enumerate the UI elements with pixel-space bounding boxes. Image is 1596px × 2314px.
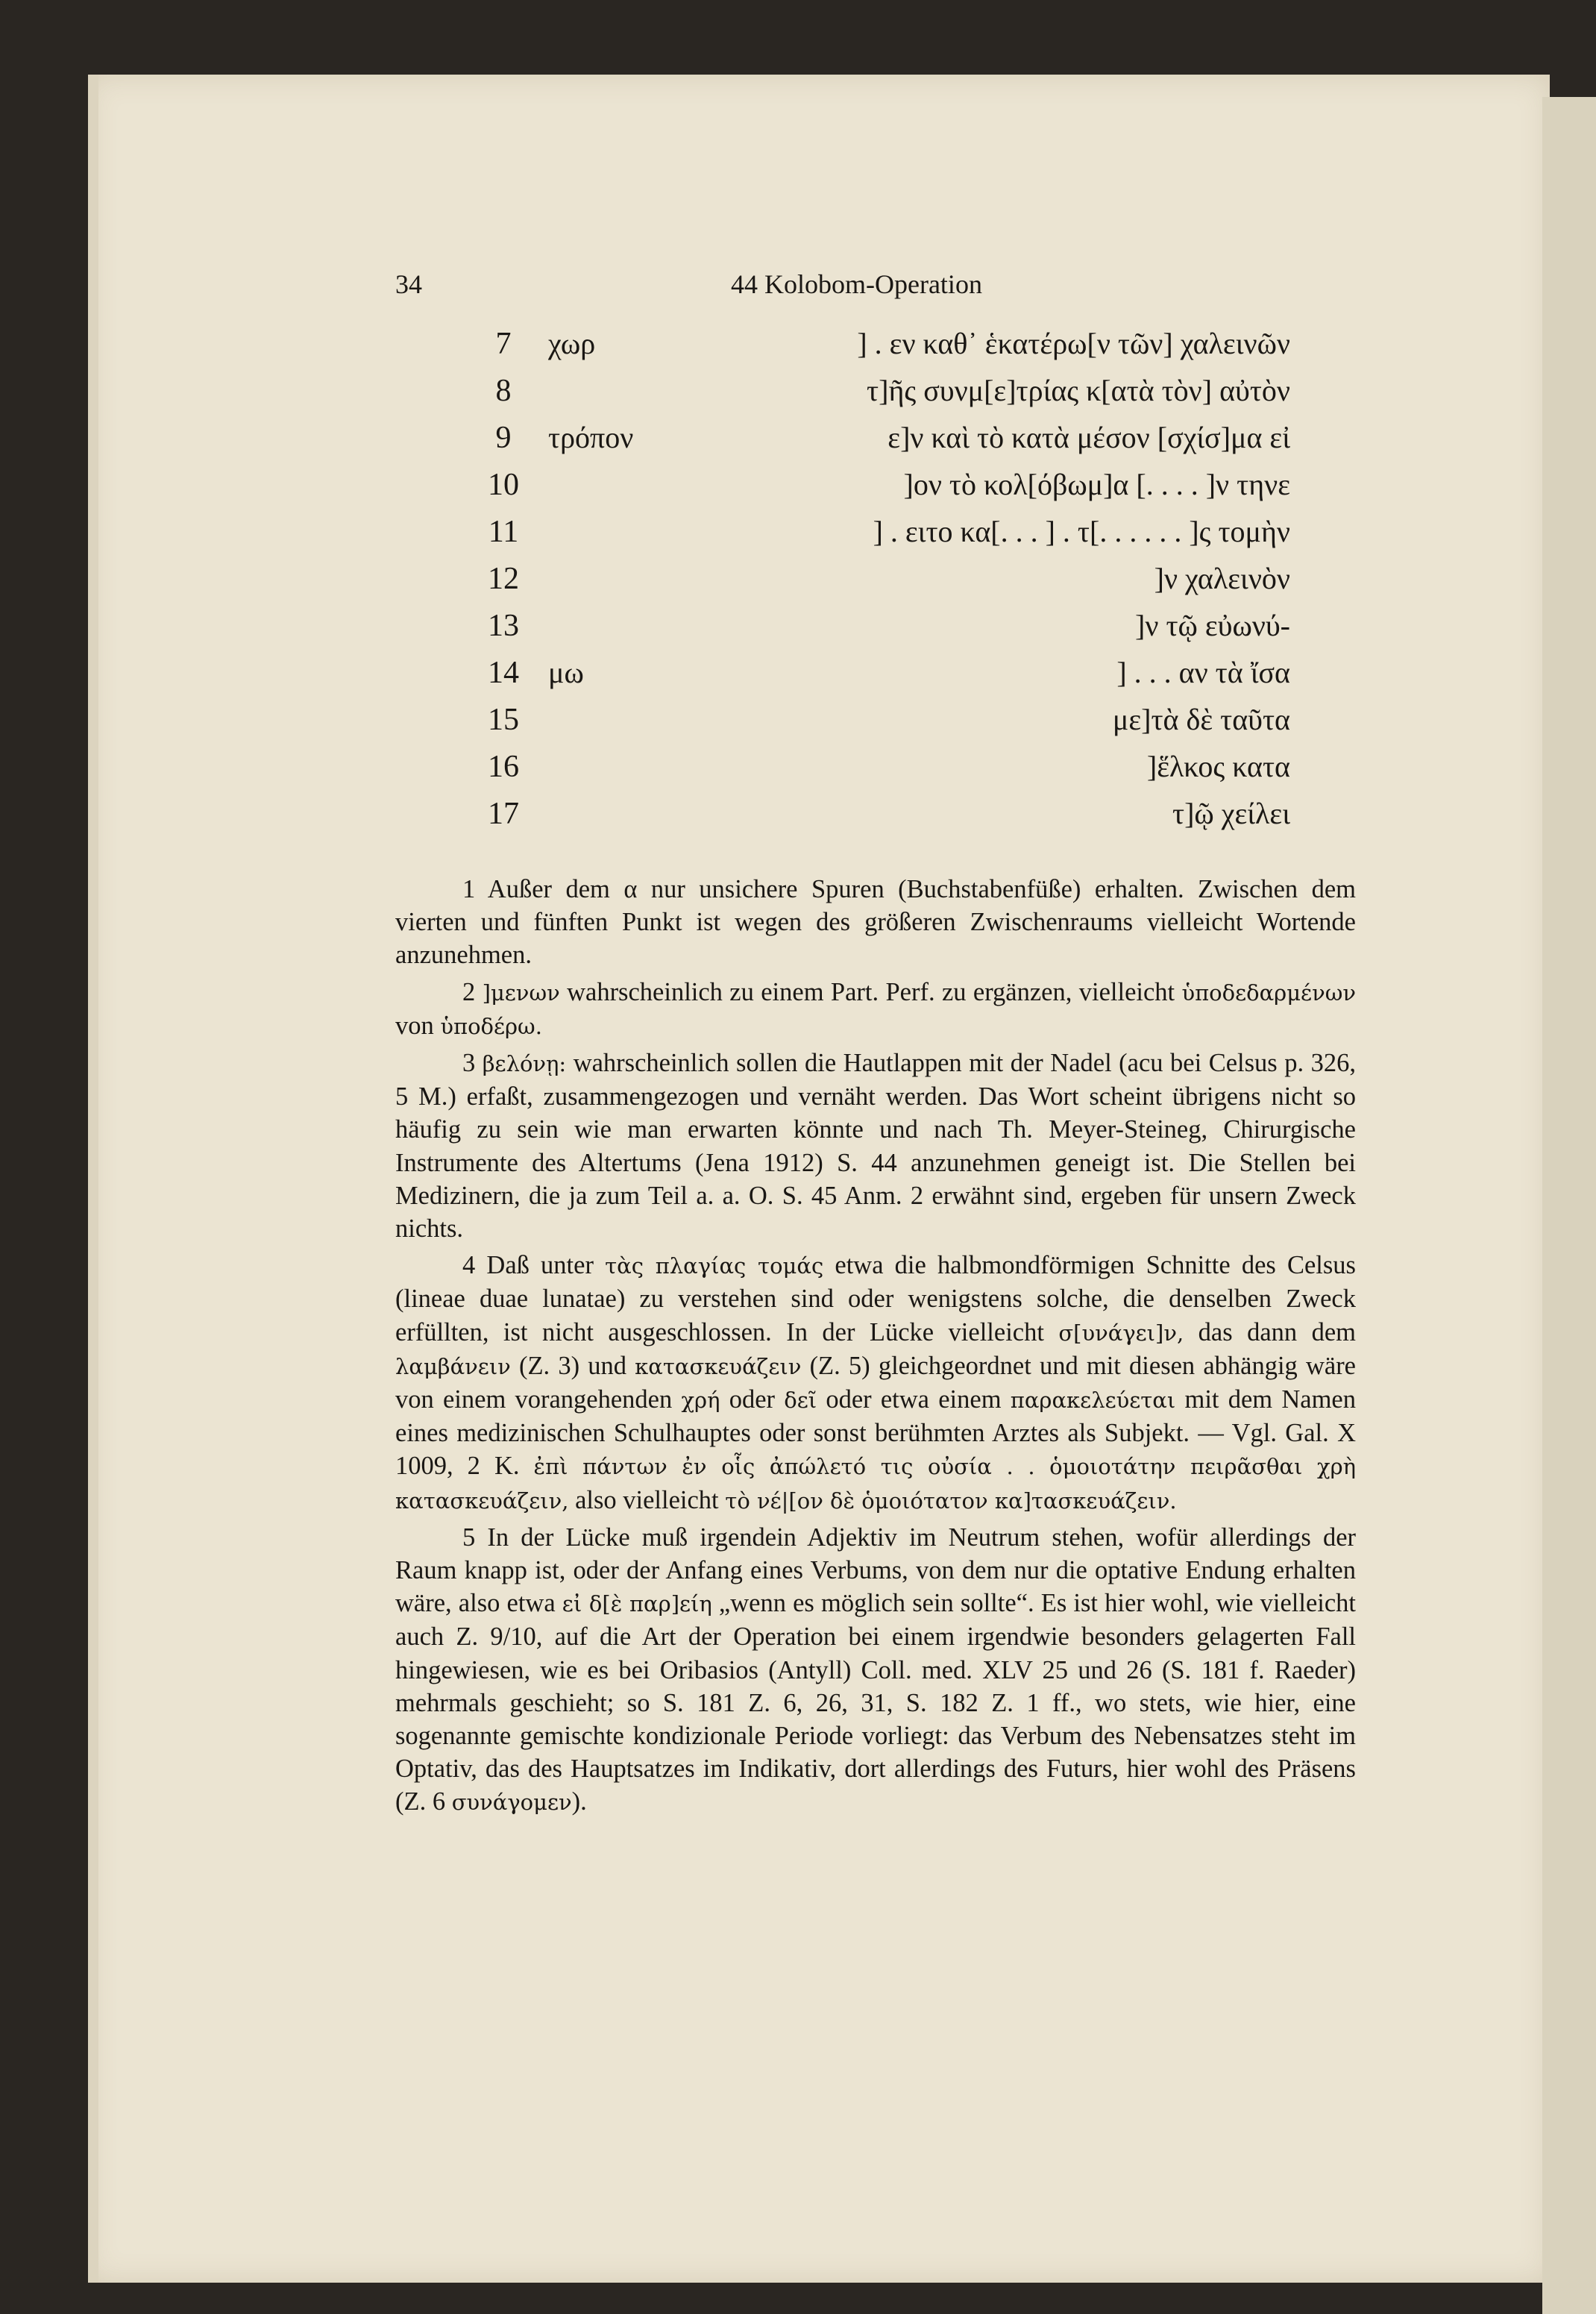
greek-text: ]ν τῷ εὐωνύ- [1135, 609, 1290, 642]
transcription-line [0, 326, 1596, 374]
margin-note: τρόπον [548, 421, 634, 454]
page-number: 34 [395, 269, 422, 299]
greek-text: ] . ειτο κα[. . . ] . τ[. . . . . . ]ς τομὴν [873, 515, 1290, 548]
transcription-line [0, 655, 1596, 703]
margin-note: μω [548, 656, 584, 689]
margin-note: χωρ [548, 327, 596, 360]
greek-text: ] . εν καθ᾽ ἑκατέρω[ν τῶν] χαλεινῶν [857, 327, 1290, 360]
line-number: 8 [495, 374, 512, 408]
transcription-line [0, 702, 1596, 750]
line-number: 16 [488, 750, 519, 784]
line-number: 12 [488, 562, 519, 596]
note-4: 4 Daß unter τὰς πλαγίας τομάς etwa die halbmondförmigen Schnitte des Celsus (lineae duae lunatae) zu verstehen sind oder wenigstens solche, die denselben Zweck erfüllten, ist nicht ausgeschlossen. In der Lücke vielleicht σ[υνάγει]ν, das dann dem λαμβάνειν (Z. 3) und κατασκευάζειν (Z. 5) gleichgeordnet und mit diesen abhängig wäre von einem vorangehenden χρή oder δεῖ oder etwa einem παρακελεύεται mit dem Namen eines medizinischen Schulhauptes oder sonst berühmten Arztes als Subjekt. — Vgl. Gal. X 1009, 2 K. ἐπὶ πάντων ἐν οἷς ἀπώλετό τις οὐσία . . ὁμοιοτάτην πειρᾶσθαι χρὴ κατασκευάζειν, also vielleicht τὸ νέ|[ον δὲ ὁμοιότατον κα]τασκευάζειν. [395, 1251, 1356, 1514]
transcription-line [0, 514, 1596, 562]
transcription-line [0, 467, 1596, 515]
transcription-line [0, 373, 1596, 421]
line-number: 10 [488, 468, 519, 502]
line-number: 17 [488, 797, 519, 831]
line-number: 14 [488, 656, 519, 690]
transcription-line [0, 796, 1596, 844]
transcription-line [0, 749, 1596, 797]
line-number: 9 [495, 421, 512, 455]
line-number: 15 [488, 703, 519, 737]
greek-text: με]τὰ δὲ ταῦτα [1112, 703, 1290, 736]
note-2: 2 ]μενων wahrscheinlich zu einem Part. Perf. zu ergänzen, vielleicht ὑποδεδαρμένων von ὑποδέρω. [395, 977, 1356, 1040]
greek-text: ε]ν καὶ τὸ κατὰ μέσον [σχίσ]μα εἰ [887, 421, 1290, 454]
running-head: 44 Kolobom-Operation [731, 269, 982, 299]
greek-text: τ]ῆς συνμ[ε]τρίας κ[ατὰ τὸν] αὐτὸν [867, 374, 1290, 407]
line-number: 11 [488, 515, 519, 549]
note-1: 1 Außer dem α nur unsichere Spuren (Buchstabenfüße) erhalten. Zwischen dem vierten und fünften Punkt ist wegen des größeren Zwischenraums vielleicht Wortende anzunehmen. [395, 875, 1356, 970]
line-number: 7 [495, 327, 512, 361]
transcription-line [0, 608, 1596, 656]
note-3: 3 βελόνῃ: wahrscheinlich sollen die Hautlappen mit der Nadel (acu bei Celsus p. 326, 5 M.) erfaßt, zusammengezogen und vernäht werden. Das Wort scheint übrigens nicht so häufig zu sein wie man erwarten könnte und nach Th. Meyer-Steineg, Chirurgische Instrumente des Altertums (Jena 1912) S. 44 anzunehmen geneigt ist. Die Stellen bei Medizinern, die ja zum Teil a. a. O. S. 45 Anm. 2 erwähnt sind, ergeben für unsern Zweck nichts. [395, 1049, 1357, 1244]
transcription-line [0, 561, 1596, 609]
commentary-notes [395, 873, 1356, 1823]
transcription-line [0, 420, 1596, 468]
greek-text: ]ἕλκος κατα [1146, 750, 1290, 783]
note-5: 5 In der Lücke muß irgendein Adjektiv im Neutrum stehen, wofür allerdings der Raum knapp ist, oder der Anfang eines Verbums, von dem nur die optative Endung erhalten wäre, also etwa εἰ δ[ὲ παρ]είη „wenn es möglich sein sollte“. Es ist hier wohl, wie vielleicht auch Z. 9/10, auf die Art der Operation bei einem irgendwie besonders gelagerten Fall hingewiesen, wie es bei Oribasios (Antyll) Coll. med. XLV 25 und 26 (S. 181 f. Raeder) mehrmals geschieht; so S. 181 Z. 6, 26, 31, S. 182 Z. 1 ff., wo stets, wie hier, eine sogenannte gemischte kondizionale Periode vorliegt: das Verbum des Nebensatzes steht im Optativ, das des Hauptsatzes im Indikativ, dort allerdings des Futurs, hier wohl des Präsens (Z. 6 συνάγομεν). [395, 1523, 1356, 1816]
greek-text: ]ν χαλεινὸν [1154, 562, 1290, 595]
greek-text: ]ον τὸ κολ[όβωμ]α [. . . . ]ν τηνε [903, 468, 1290, 501]
line-number: 13 [488, 609, 519, 643]
greek-text: ] . . . αν τὰ ἴσα [1116, 656, 1290, 689]
greek-text: τ]ῷ χείλει [1172, 797, 1290, 830]
